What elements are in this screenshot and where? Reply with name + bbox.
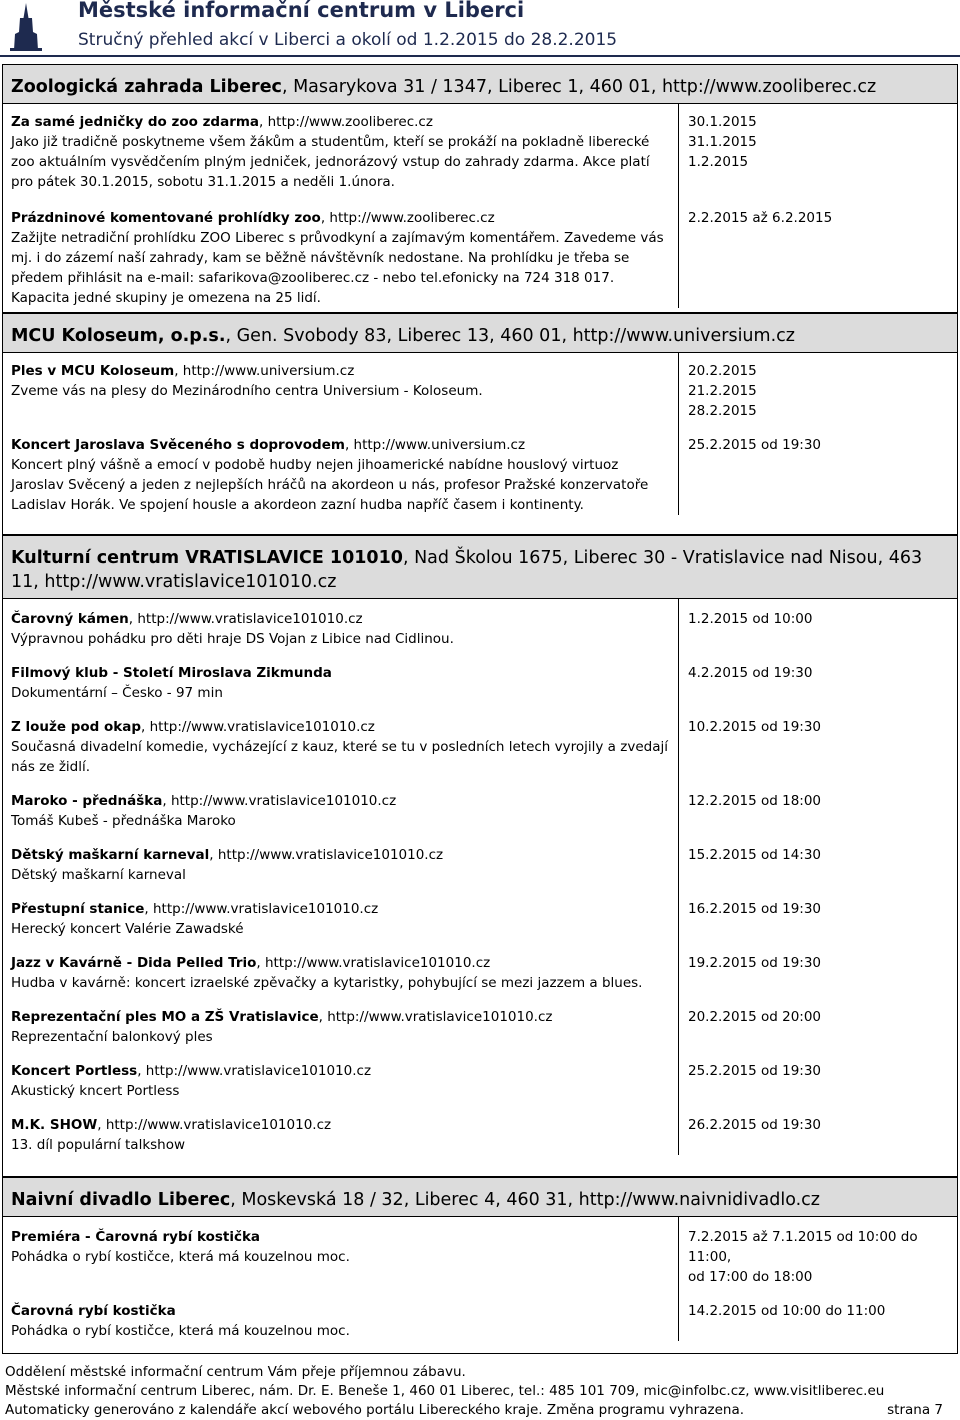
event-description: Současná divadelní komedie, vycházející z kauz, které se tu v posledních letech vyrojily a zvedají nás ze židlí. <box>11 739 668 775</box>
event-title: Čarovná rybí kostička <box>11 1303 176 1319</box>
venue-header <box>3 314 957 353</box>
event-description: Výpravnou pohádku pro děti hraje DS Vojan z Libice nad Cidlinou. <box>11 631 454 647</box>
event-description: Dětský maškarní karneval <box>11 867 186 883</box>
event-description: Zveme vás na plesy do Mezinárodního centra Universium - Koloseum. <box>11 383 483 399</box>
event-date: 31.1.2015 <box>688 134 757 150</box>
event-description: Dokumentární – Česko - 97 min <box>11 685 223 701</box>
event-row <box>3 1047 957 1101</box>
event-link[interactable]: , http://www.zooliberec.cz <box>259 114 433 130</box>
footer-contact: Městské informační centrum Liberec, nám. Dr. E. Beneše 1, 460 01 Liberec, tel.: 485 101 709, mic@infolbc.cz, www.visitliberec.eu <box>5 1383 885 1399</box>
venue-address: , Moskevská 18 / 32, Liberec 4, 460 31, http://www.naivnidivadlo.cz <box>230 1190 820 1210</box>
event-link[interactable]: , http://www.vratislavice101010.cz <box>141 719 375 735</box>
venue-header <box>3 1178 957 1217</box>
event-description: Akustický kncert Portless <box>11 1083 180 1099</box>
event-date: 2.2.2015 až 6.2.2015 <box>688 210 833 226</box>
venue-block-koloseum <box>2 313 958 535</box>
event-description: Zažijte netradiční prohlídku ZOO Liberec s průvodkyní a zajímavým komentářem. Zavedeme vás mj. i do zázemí naší zahrady, kam se běžně návštěvník nedostane. Na prohlídku je třeba se předem přihlásit na e-mail: safarikova@zooliberec.cz - nebo tel.efonicky na 724 318 017. Kapacita jedné skupiny je omezena na 25 lidí. <box>11 230 664 306</box>
venue-events <box>3 599 957 1155</box>
event-link[interactable]: , http://www.vratislavice101010.cz <box>137 1063 372 1079</box>
event-date: 7.2.2015 až 7.1.2015 od 10:00 do 11:00, <box>688 1229 918 1265</box>
venue-block-zoo <box>2 64 958 313</box>
event-date: 4.2.2015 od 19:30 <box>688 665 813 681</box>
venue-block-naivni-divadlo <box>2 1177 958 1354</box>
event-link[interactable]: , http://www.vratislavice101010.cz <box>256 955 491 971</box>
event-title: Dětský maškarní karneval <box>11 847 210 863</box>
venue-block-vratislavice <box>2 535 958 1177</box>
event-row <box>3 1101 957 1155</box>
event-date: 25.2.2015 od 19:30 <box>688 1063 822 1079</box>
venue-events <box>3 353 957 515</box>
event-link[interactable]: , http://www.universium.cz <box>344 437 526 453</box>
event-date: 26.2.2015 od 19:30 <box>688 1117 822 1133</box>
event-date: 19.2.2015 od 19:30 <box>688 955 822 971</box>
cathedral-logo-icon <box>6 2 46 52</box>
event-row <box>3 831 957 885</box>
event-date: 14.2.2015 od 10:00 do 11:00 <box>688 1303 886 1319</box>
event-row <box>3 885 957 939</box>
event-link[interactable]: , http://www.zooliberec.cz <box>320 210 495 226</box>
footer-disclaimer: Automaticky generováno z kalendáře akcí webového portálu Libereckého kraje. Změna programu vyhrazena. <box>5 1402 745 1418</box>
event-date: 15.2.2015 od 14:30 <box>688 847 822 863</box>
venue-name: Zoologická zahrada Liberec <box>11 77 282 97</box>
event-description: Hudba v kavárně: koncert izraelské zpěvačky a kytaristky, pohybující se mezi jazzem a blues. <box>11 975 643 991</box>
event-date: 20.2.2015 <box>688 363 757 379</box>
event-description: Jako již tradičně poskytneme všem žákům a studentům, kteří se prokáží na pokladně liberecké zoo aktuálním vysvědčením plným jedniček, jednorázový vstup do zahrady zdarma. Akce platí pro pátek 30.1.2015, sobotu 31.1.2015 a neděli 1.února. <box>11 134 650 190</box>
page-title: Městské informační centrum v Liberci <box>78 0 525 22</box>
event-date: 21.2.2015 <box>688 383 757 399</box>
event-row <box>3 421 957 515</box>
event-row <box>3 1287 957 1341</box>
event-date: 10.2.2015 od 19:30 <box>688 719 822 735</box>
header-divider <box>0 55 960 57</box>
event-row <box>3 353 957 421</box>
event-title: M.K. SHOW <box>11 1117 98 1133</box>
event-description: Tomáš Kubeš - přednáška Maroko <box>11 813 236 829</box>
venue-events <box>3 1217 957 1341</box>
page-footer <box>5 1363 884 1420</box>
event-description: Reprezentační balonkový ples <box>11 1029 213 1045</box>
venue-name: Naivní divadlo Liberec <box>11 1190 231 1210</box>
event-date: 25.2.2015 od 19:30 <box>688 437 822 453</box>
venue-header <box>3 65 957 104</box>
event-description: Herecký koncert Valérie Zawadské <box>11 921 244 937</box>
venue-name: Kulturní centrum VRATISLAVICE 101010 <box>11 548 403 568</box>
event-title: Filmový klub - Století Miroslava Zikmunda <box>11 665 332 681</box>
footer-greeting: Oddělení městské informační centrum Vám přeje příjemnou zábavu. <box>5 1364 466 1380</box>
page-subtitle: Stručný přehled akcí v Liberci a okolí od 1.2.2015 do 28.2.2015 <box>78 30 618 50</box>
event-link[interactable]: , http://www.vratislavice101010.cz <box>318 1009 553 1025</box>
event-link[interactable]: , http://www.vratislavice101010.cz <box>209 847 444 863</box>
venue-header <box>3 536 957 599</box>
venue-events <box>3 104 957 308</box>
event-date: od 17:00 do 18:00 <box>688 1269 813 1285</box>
event-date: 12.2.2015 od 18:00 <box>688 793 822 809</box>
event-date: 30.1.2015 <box>688 114 757 130</box>
event-title: Z louže pod okap <box>11 719 142 735</box>
venue-address: , Masarykova 31 / 1347, Liberec 1, 460 01, http://www.zooliberec.cz <box>281 77 877 97</box>
event-date: 1.2.2015 <box>688 154 749 170</box>
event-title: Prázdninové komentované prohlídky zoo <box>11 210 321 226</box>
event-title: Maroko - přednáška <box>11 793 163 809</box>
venue-name: MCU Koloseum, o.p.s. <box>11 326 226 346</box>
event-title: Koncert Jaroslava Svěceného s doprovodem <box>11 437 345 453</box>
event-row <box>3 104 957 192</box>
event-link[interactable]: , http://www.universium.cz <box>174 363 355 379</box>
event-title: Za samé jedničky do zoo zdarma <box>11 114 260 130</box>
event-title: Premiéra - Čarovná rybí kostička <box>11 1229 261 1245</box>
event-row <box>3 599 957 649</box>
event-description: 13. díl populární talkshow <box>11 1137 186 1153</box>
event-link[interactable]: , http://www.vratislavice101010.cz <box>144 901 379 917</box>
event-title: Reprezentační ples MO a ZŠ Vratislavice <box>11 1009 319 1025</box>
venue-address: , Gen. Svobody 83, Liberec 13, 460 01, http://www.universium.cz <box>225 326 795 346</box>
event-title: Přestupní stanice <box>11 901 145 917</box>
event-link[interactable]: , http://www.vratislavice101010.cz <box>97 1117 332 1133</box>
event-row <box>3 939 957 993</box>
event-title: Jazz v Kavárně - Dida Pelled Trio <box>11 955 257 971</box>
event-date: 28.2.2015 <box>688 403 757 419</box>
event-date: 16.2.2015 od 19:30 <box>688 901 822 917</box>
event-description: Pohádka o rybí kostičce, která má kouzelnou moc. <box>11 1323 350 1339</box>
event-row <box>3 993 957 1047</box>
event-description: Koncert plný vášně a emocí v podobě hudby nejen jihoamerické nabídne houslový virtuoz Jaroslav Svěcený a jeden z nejlepších hráčů na akordeon u nás, profesor Pražské konzervatoře Ladislav Horák. Ve spojení housle a akordeon zazní hudba napříč časem i kontinenty. <box>11 457 649 513</box>
event-title: Koncert Portless <box>11 1063 138 1079</box>
event-link[interactable]: , http://www.vratislavice101010.cz <box>162 793 397 809</box>
venue-address: , Nad Školou 1675, Liberec 30 - Vratislavice nad Nisou, 463 11, http://www.vratislavice101010.cz <box>11 548 923 592</box>
event-row <box>3 777 957 831</box>
event-link[interactable]: , http://www.vratislavice101010.cz <box>128 611 363 627</box>
page-number: strana 7 <box>887 1402 943 1418</box>
event-row <box>3 703 957 777</box>
event-row <box>3 1217 957 1287</box>
event-title: Čarovný kámen <box>11 611 129 627</box>
page-header <box>0 0 960 56</box>
event-title: Ples v MCU Koloseum <box>11 363 175 379</box>
event-description: Pohádka o rybí kostičce, která má kouzelnou moc. <box>11 1249 350 1265</box>
event-date: 20.2.2015 od 20:00 <box>688 1009 822 1025</box>
event-row <box>3 649 957 703</box>
event-row <box>3 192 957 308</box>
event-date: 1.2.2015 od 10:00 <box>688 611 813 627</box>
